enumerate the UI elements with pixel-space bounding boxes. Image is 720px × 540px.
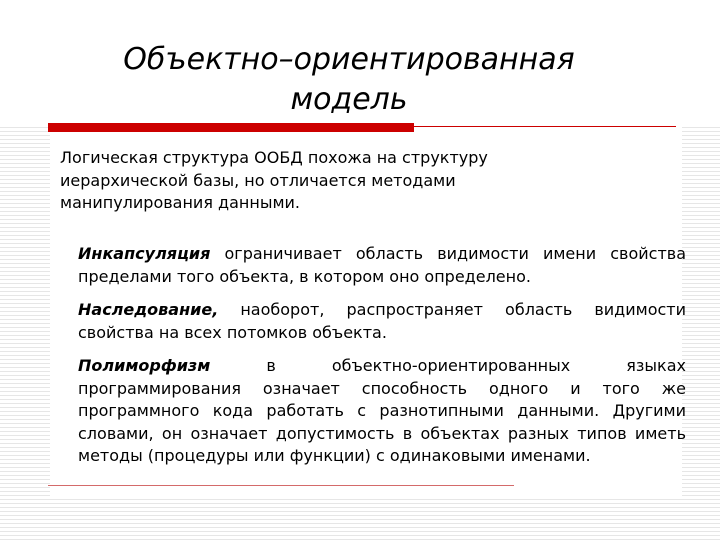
slide-title-line-2: модель [290,82,408,117]
title-underline-line [414,126,676,127]
encapsulation-text: ограничивает область видимости имени свойства пределами того объекта, в котором оно определено. [78,244,686,286]
slide-title [50,40,648,120]
inheritance-text: наоборот, распространяет область видимости свойства на всех потомков объекта. [78,300,686,342]
inheritance-term: Наследование, [78,300,219,319]
slide-title-line-1: Объектно–ориентированная [123,42,575,77]
polymorphism-paragraph [78,355,686,468]
encapsulation-paragraph [78,243,686,288]
inheritance-paragraph [78,299,686,344]
polymorphism-text: в объектно-ориентированных языках программирования означает способность одного и того же программного кода работать с разнотипными данными. Другими словами, он означает допустимость в объектах разных типов иметь методы (процедуры или функции) с одинаковыми именами. [78,356,686,465]
polymorphism-term: Полиморфизм [78,356,211,375]
bottom-divider [48,485,514,486]
intro-paragraph: Логическая структура ООБД похожа на структуру иерархической базы, но отличается методами манипулирования данными. [60,148,488,212]
title-underline-bar [48,123,414,132]
encapsulation-term: Инкапсуляция [78,244,211,263]
